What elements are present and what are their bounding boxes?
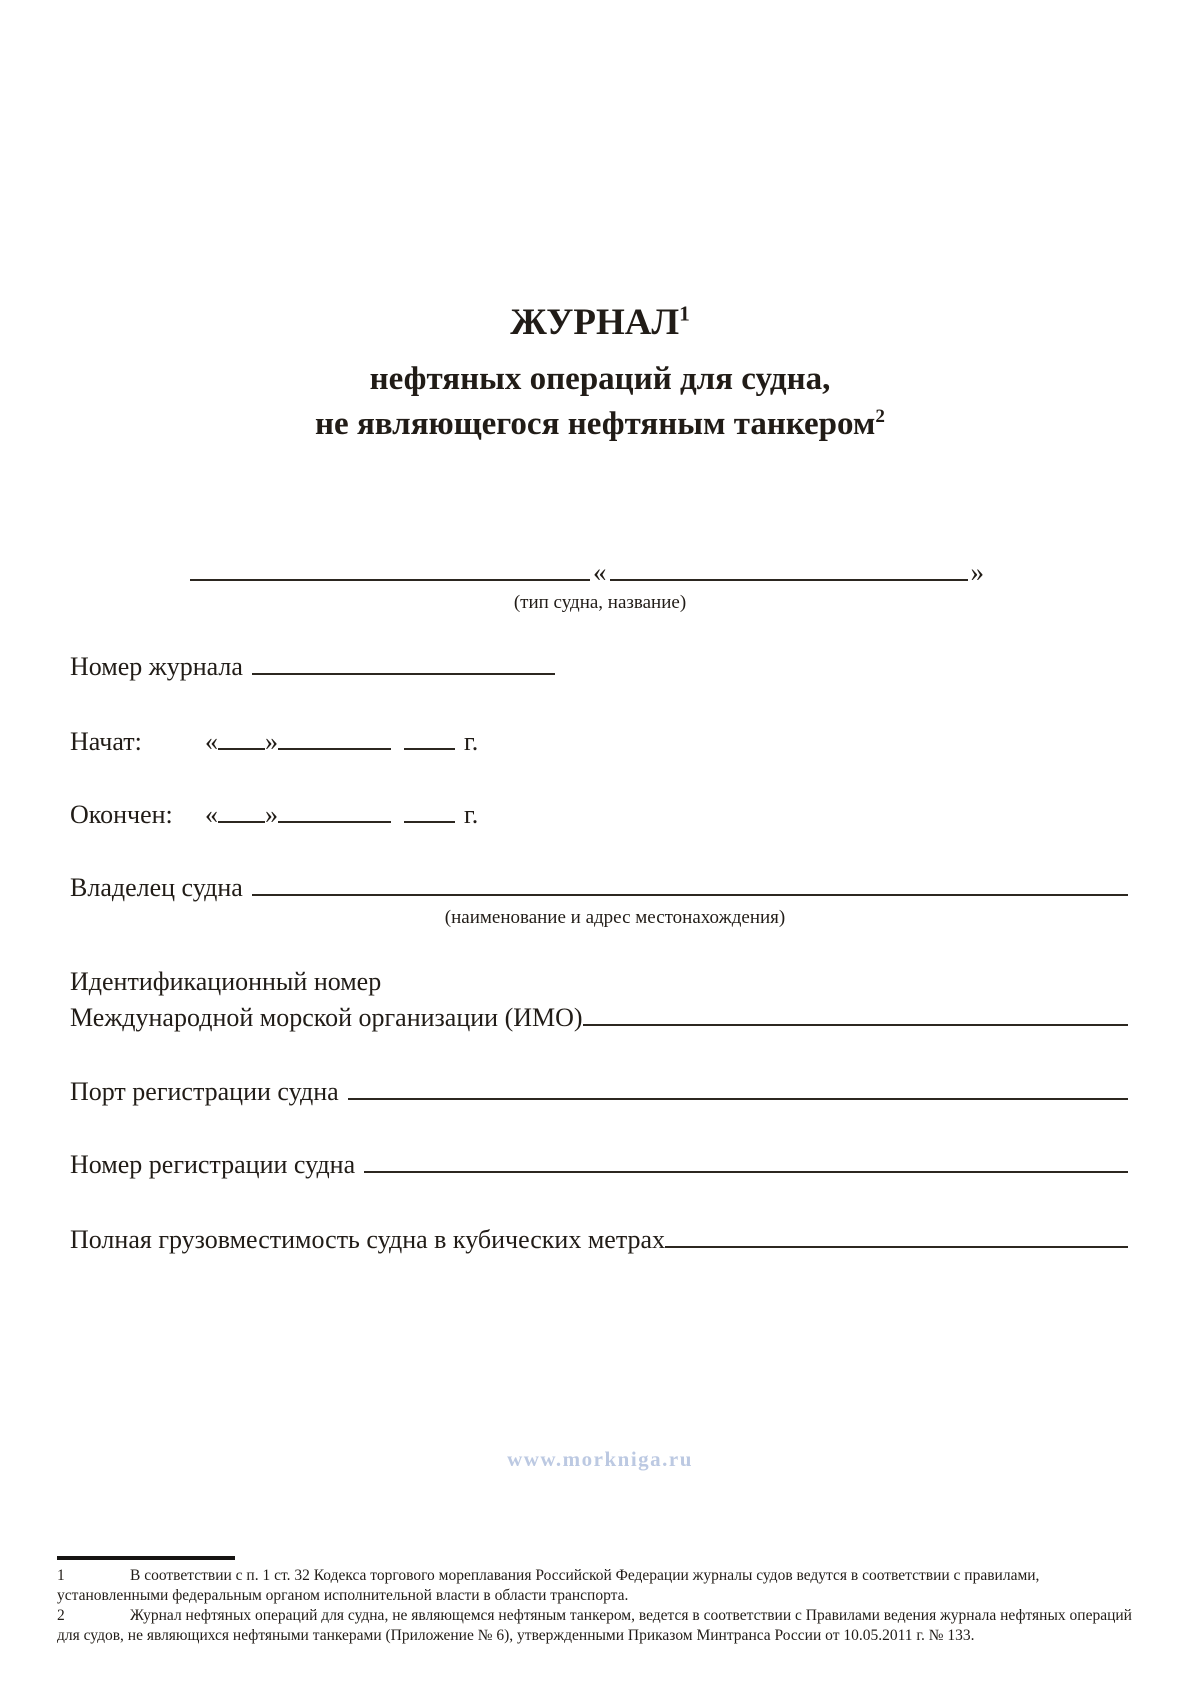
title-text: не являющегося нефтяным танкером [315,406,876,442]
close-quote: » [265,727,278,756]
footnote-separator [57,1556,235,1560]
owner-label: Владелец судна [70,873,243,902]
finished-row [70,800,1128,830]
started-label: Начат: [70,727,142,756]
footnote-1-text: В соответствии с п. 1 ст. 32 Кодекса торгового мореплавания Российской Федерации журналы судов ведутся в соответствии с правилами, установленными федеральным органом исполнительной власти в области транспорта. [57,1567,1040,1605]
started-day-blank [218,747,265,750]
port-blank [348,1097,1128,1100]
capacity-blank [665,1245,1128,1248]
finished-label: Окончен: [70,800,173,829]
finished-year-suffix: г. [464,800,479,829]
title-text: ЖУРНАЛ [510,302,680,343]
watermark: www.morkniga.ru [507,1447,693,1471]
ship-type-name-row [190,557,987,588]
started-year-blank [404,747,455,750]
owner-blank [252,893,1128,896]
owner-caption: (наименование и адрес местонахождения) [444,907,786,928]
document-title-line-2: нефтяных операций для судна, [369,361,831,397]
imo-label-line-2: Международной морской организации (ИМО) [70,1003,583,1032]
started-year-suffix: г. [464,727,479,756]
ship-type-name-caption: (тип судна, название) [513,592,687,613]
imo-number-blank [583,1023,1128,1026]
close-quote: » [265,800,278,829]
imo-row [70,1003,1128,1033]
footnote-ref-1: 1 [679,301,690,326]
started-month-blank [278,747,391,750]
started-row [70,727,1128,757]
journal-number-row [70,652,1128,682]
footnote-1 [57,1566,1149,1606]
finished-year-blank [404,820,455,823]
capacity-row [70,1225,1128,1255]
port-row [70,1077,1128,1107]
finished-month-blank [278,820,391,823]
footnotes-block [57,1566,1149,1647]
capacity-label: Полная грузовместимость судна в кубических метрах [70,1225,666,1254]
registration-number-blank [364,1170,1128,1173]
owner-row [70,873,1128,903]
open-quote: « [205,800,218,829]
journal-number-label: Номер журнала [70,652,243,681]
footnote-ref-2: 2 [875,406,885,427]
imo-label-line-1: Идентификационный номер [70,967,382,996]
registration-number-row [70,1150,1128,1180]
open-quote: « [205,727,218,756]
port-label: Порт регистрации судна [70,1077,339,1106]
footnote-1-number: 1 [57,1567,65,1584]
footnote-2-number: 2 [57,1607,65,1625]
journal-number-blank [252,672,555,675]
footnote-2-text: Журнал нефтяных операций для судна, не являющемся нефтяным танкером, ведется в соответствии с Правилами ведения журнала нефтяных операций для судов, не являющихся нефтяными танкерами (Приложение № 6), утвержденными Приказом Минтранса России от 10.05.2011 г. № 133. [57,1607,1132,1645]
document-title-line-1 [0,301,1200,344]
finished-day-blank [218,820,265,823]
document-title-line-3 [0,406,1200,443]
ship-name-blank [610,578,968,581]
registration-number-label: Номер регистрации судна [70,1150,356,1179]
ship-type-blank [190,578,590,581]
open-quote: « [593,557,607,587]
footnote-2 [57,1606,1149,1646]
close-quote: » [970,557,984,587]
